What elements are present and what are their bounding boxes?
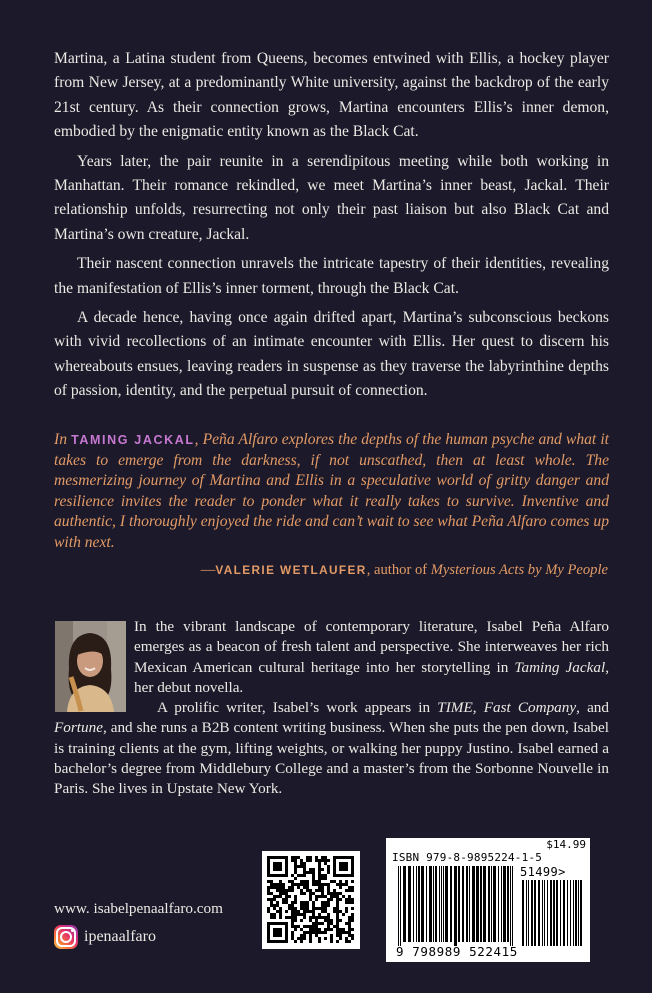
bio-text: In the vibrant landscape of contemporary literature, Isabel Peña Alfaro emerges as a beacon of fresh talent and perspective. She interweaves her rich Mexican American cultural heritage into her storytelling in	[134, 618, 609, 676]
ean-digits: 9 798989 522415	[396, 944, 518, 959]
synopsis	[54, 47, 609, 409]
attribution-dash: —	[200, 562, 216, 578]
synopsis-paragraph: Martina, a Latina student from Queens, becomes entwined with Ellis, a hockey player from New Jersey, at a predominantly White university, against the backdrop of the early 21st century. As their connection grows, Martina encounters Ellis’s inner demon, embodied by the enigmatic entity known as the Black Cat.	[54, 50, 609, 141]
blurb-lead: In	[54, 431, 72, 448]
author-bio	[54, 617, 609, 800]
synopsis-paragraph: A decade hence, having once again drifted apart, Martina’s subconscious beckons with vivid recollections of an intimate encounter with Ellis. Her quest to discern his whereabouts ensues, leaving readers in suspense as they traverse the labyrinthine depths of passion, identity, and the perpetual pursuit of connection.	[54, 309, 609, 400]
price-addon-digits: 51499>	[520, 865, 566, 879]
bio-book-title: Taming Jackal	[514, 658, 606, 676]
publication-fortune: Fortune	[54, 719, 103, 737]
instagram-icon	[54, 925, 78, 949]
reviewer-book-title: Mysterious Acts by My People	[430, 562, 608, 578]
blurb-book-title: TAMING JACKAL	[71, 433, 195, 447]
qr-code	[262, 851, 360, 949]
bio-text: , her debut novella.	[134, 658, 609, 696]
photo-spacer	[54, 617, 134, 713]
reviewer-name: VALERIE WETLAUFER	[215, 563, 367, 577]
attribution-connector: , author of	[366, 562, 431, 578]
publication-time: TIME	[437, 699, 473, 717]
synopsis-paragraph: Years later, the pair reunite in a serendipitous meeting while both working in Manhattan. Their romance rekindled, we meet Martina’s inner beast, Jackal. Their relationship unfolds, resurrecting not only their past liaison but also Black Cat and Martina’s own creature, Jackal.	[54, 152, 609, 243]
qr-code-pattern	[262, 851, 360, 949]
blurb-text: , Peña Alfaro explores the depths of the human psyche and what it takes to emerge from the darkness, if not unscathed, then at least whole. The mesmerizing journey of Martina and Ellis in a speculative world of gritty danger and resilience invites the reader to ponder what it really takes to survive. Inventive and authentic, I thoroughly enjoyed the ride and can’t wait to see what Peña Alfaro comes up with next.	[54, 431, 609, 551]
review-blurb	[54, 430, 609, 553]
bio-text: , and she runs a B2B content writing business. When she puts the pen down, Isabel is training clients at the gym, lifting weights, or walking her puppy Justino. Isabel earned a bachelor’s degree from Middlebury College and a master’s from the Sorbonne Nouvelle in Paris. She lives in Upstate New York.	[54, 719, 609, 798]
bio-paragraph	[54, 698, 609, 799]
bio-text: A prolific writer, Isabel’s work appears in	[157, 699, 438, 717]
author-website[interactable]: www. isabelpenaalfaro.com	[54, 900, 223, 917]
bio-paragraph	[54, 617, 609, 698]
isbn-barcode	[386, 838, 590, 962]
bio-text: ,	[472, 699, 484, 717]
instagram-handle: ipenaalfaro	[84, 928, 156, 945]
bio-text: , and	[576, 699, 609, 717]
publication-fast-company: Fast Company	[483, 699, 577, 717]
synopsis-paragraph: Their nascent connection unravels the intricate tapestry of their identities, revealing the manifestation of Ellis’s inner torment, through the Black Cat.	[54, 255, 609, 297]
review-attribution	[201, 562, 608, 579]
price-label: $14.99	[546, 838, 586, 851]
instagram-link[interactable]	[54, 925, 156, 949]
isbn-label: ISBN 979-8-9895224-1-5	[392, 851, 543, 864]
